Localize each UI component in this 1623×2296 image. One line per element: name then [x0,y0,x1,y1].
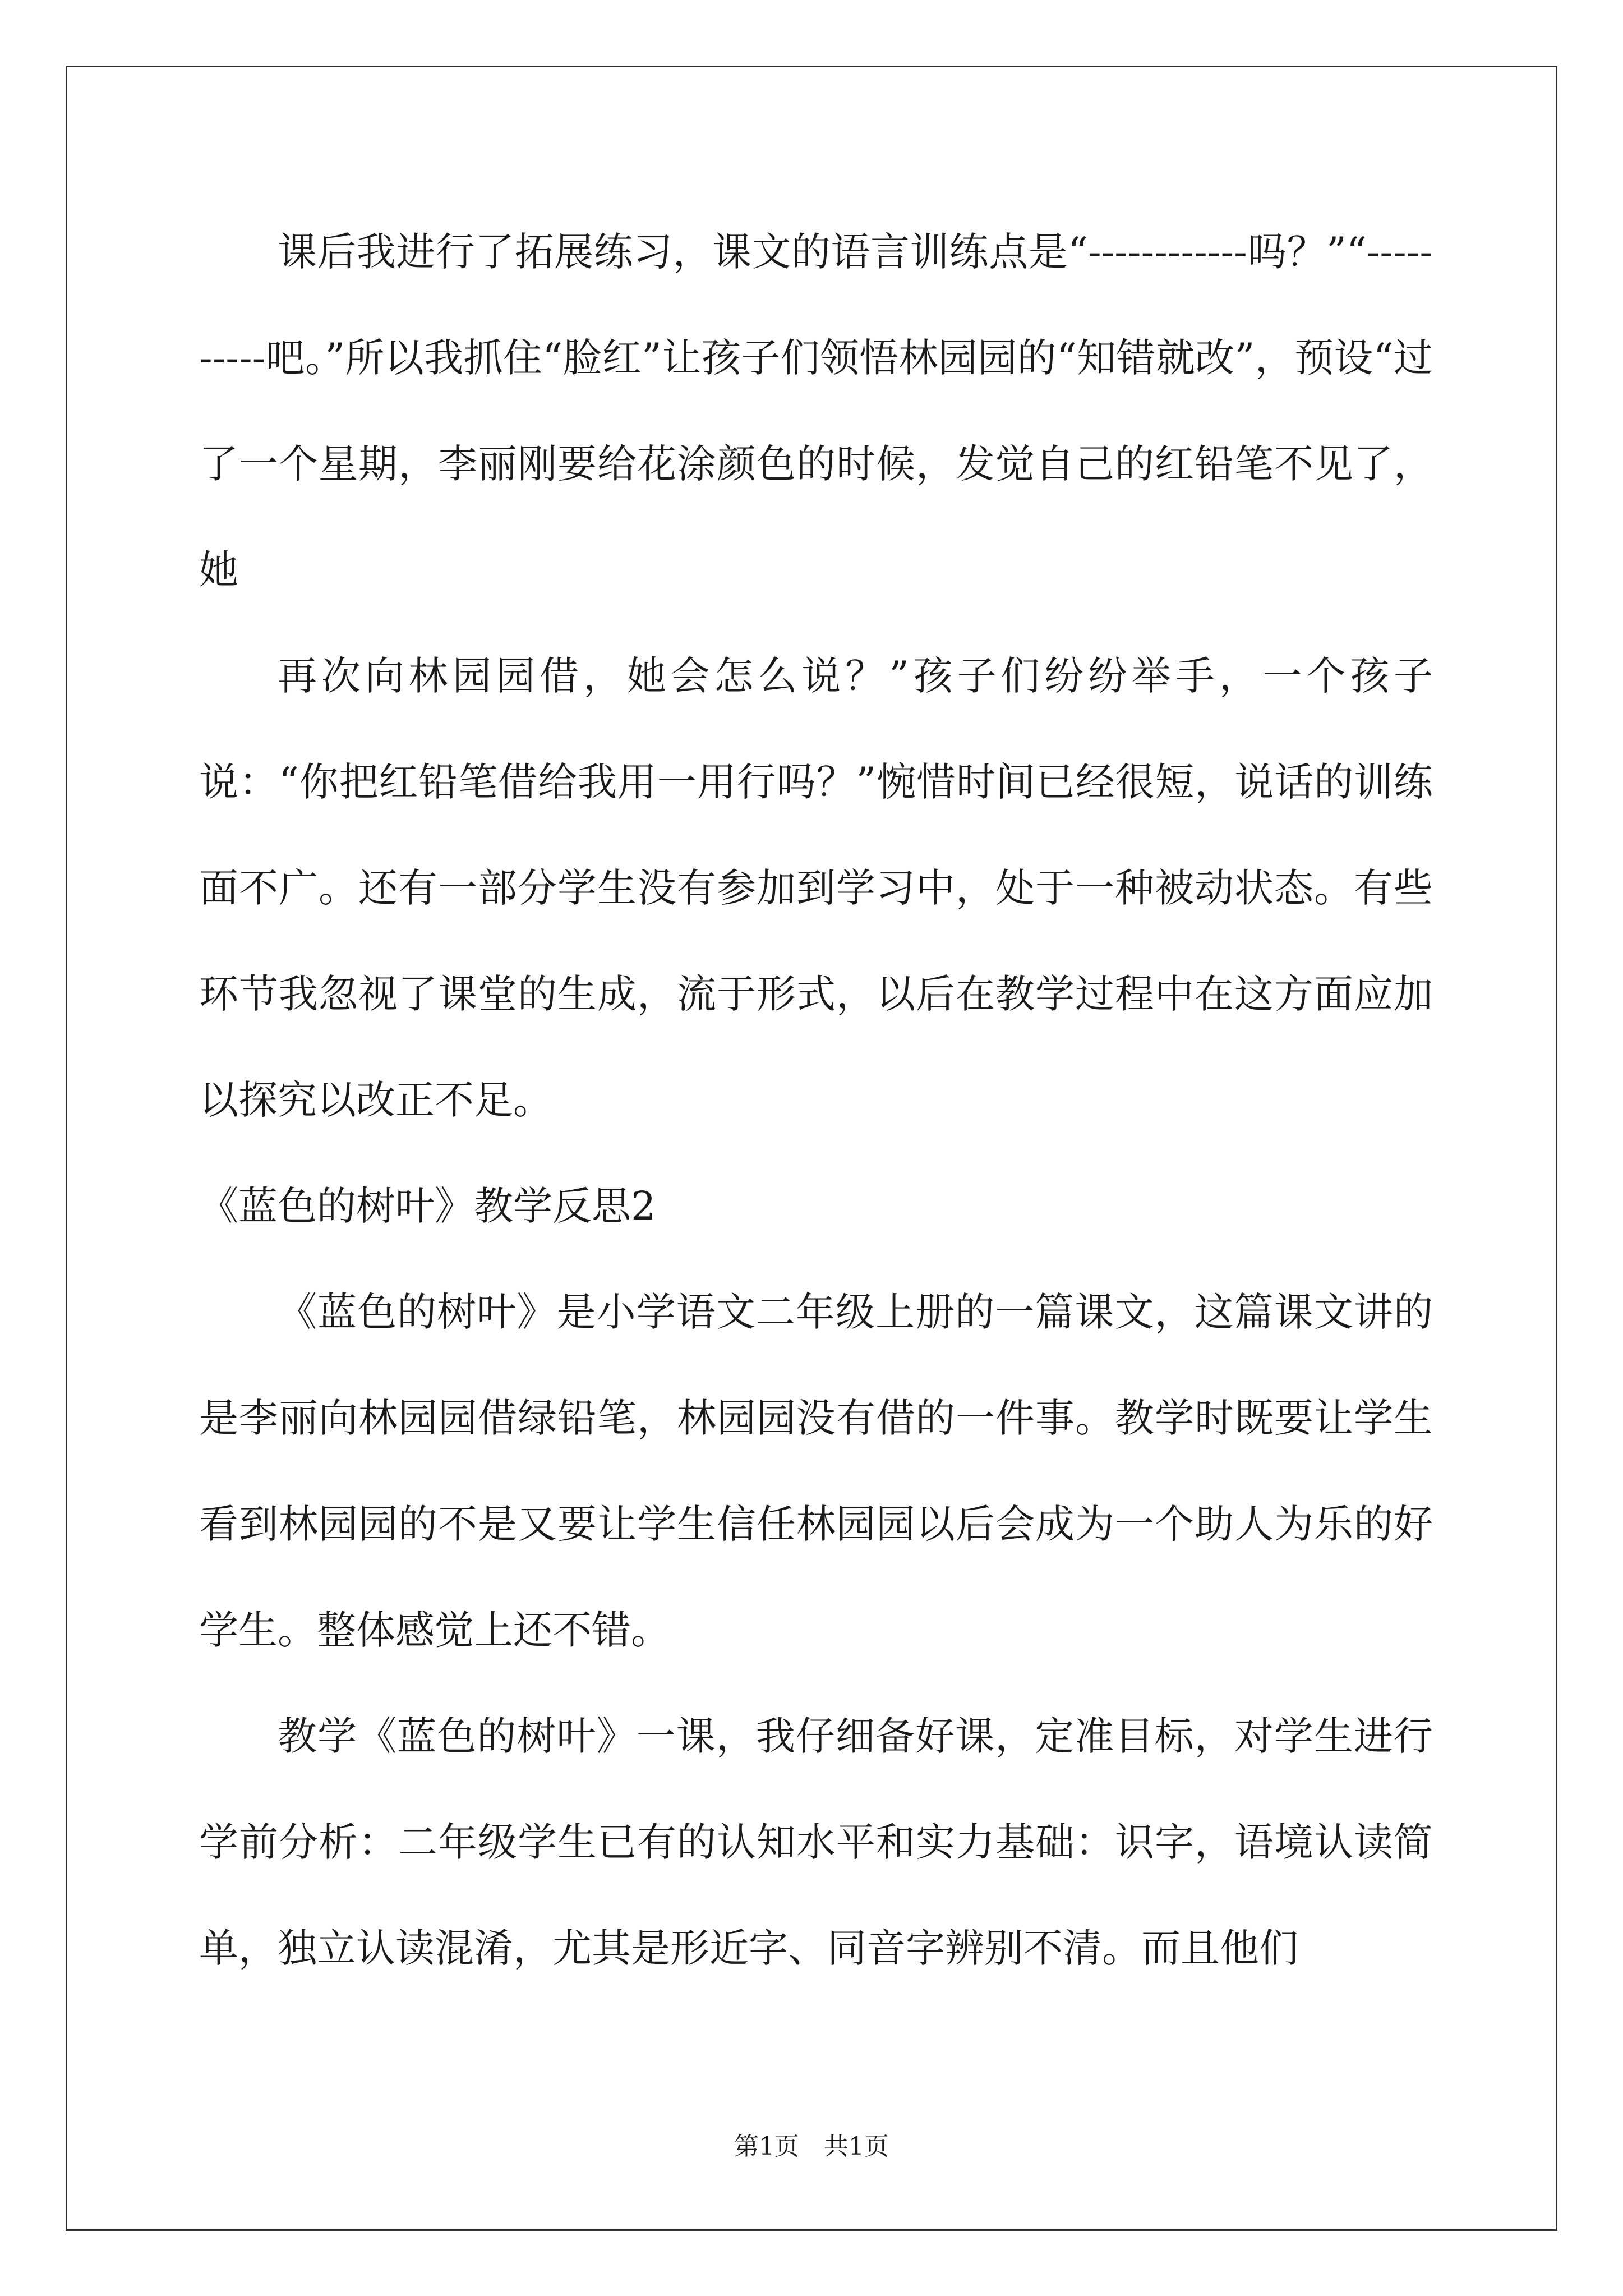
document-body [199,199,1433,2001]
paragraph-1: 课后我进行了拓展练习，课文的语言训练点是“------------吗？”“----------吧。”所以我抓住“脸红”让孩子们领悟林园园的“知错就改”，预设“过了一个星期，李丽刚要给花涂颜色的时候，发觉自己的红铅笔不见了，她 [199,229,1433,593]
page-footer: 第1页 共1页 [734,2132,889,2161]
paragraph-2: 再次向林园园借，她会怎么说？”孩子们纷纷举手，一个孩子说：“你把红铅笔借给我用一用行吗？”惋惜时间已经很短，说话的训练面不广。还有一部分学生没有参加到学习中，处于一种被动状态。有些环节我忽视了课堂的生成，流于形式，以后在教学过程中在这方面应加以探究以改正不足。 [199,653,1433,1123]
paragraph-3: 《蓝色的树叶》是小学语文二年级上册的一篇课文，这篇课文讲的是李丽向林园园借绿铅笔，林园园没有借的一件事。教学时既要让学生看到林园园的不是又要让学生信任林园园以后会成为一个助人为乐的好学生。整体感觉上还不错。 [199,1289,1433,1653]
section-heading: 《蓝色的树叶》教学反思2 [199,1183,656,1229]
paragraph-4: 教学《蓝色的树叶》一课，我仔细备好课，定准目标，对学生进行学前分析：二年级学生已有的认知水平和实力基础：识字，语境认读简单，独立认读混淆，尤其是形近字、同音字辨别不清。而且他们 [199,1713,1433,1971]
